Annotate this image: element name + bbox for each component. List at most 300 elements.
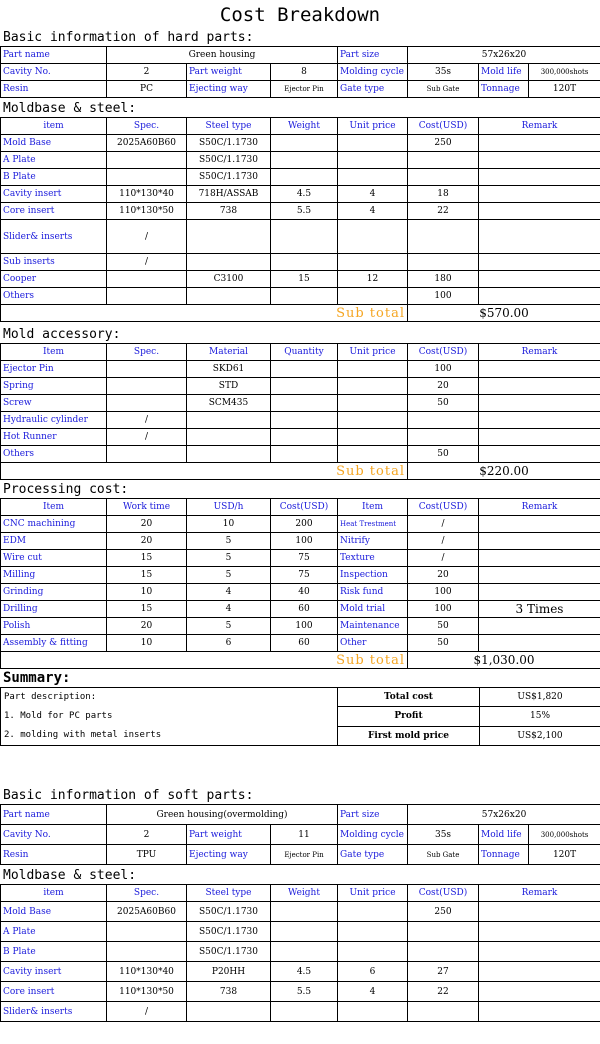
- hard-accessory-cell: [338, 446, 408, 463]
- hard-moldbase-cell: [338, 135, 408, 152]
- soft-moldbase-cell: 738: [187, 982, 271, 1002]
- hard-accessory-cell: [107, 395, 187, 412]
- soft-moldbase-cell: [408, 942, 479, 962]
- label-molding-cycle: Molding cycle: [338, 64, 408, 81]
- soft-info-table: [0, 804, 600, 865]
- hard-moldbase-cell: S50C/1.1730: [187, 169, 271, 186]
- soft-moldbase-cell: [479, 902, 600, 922]
- soft-moldbase-cell: /: [107, 1002, 187, 1022]
- soft-label-cavity: Cavity No.: [1, 825, 107, 845]
- soft-moldbase-cell: [338, 902, 408, 922]
- hard-moldbase-cell: C3100: [187, 271, 271, 288]
- hard-processing-cell: 50: [408, 635, 479, 652]
- hard-accessory-cell: [408, 429, 479, 446]
- hard-accessory-cell: Ejector Pin: [1, 361, 107, 378]
- hard-accessory-header-cell: Unit price: [338, 344, 408, 361]
- soft-moldbase-header-cell: Unit price: [338, 885, 408, 902]
- hard-processing-cell: Maintenance: [338, 618, 408, 635]
- soft-moldbase-row: [1, 942, 600, 962]
- hard-accessory-cell: [338, 429, 408, 446]
- hard-processing-cell: 6: [187, 635, 271, 652]
- hard-processing-cell: Risk fund: [338, 584, 408, 601]
- hard-processing-cell: /: [408, 516, 479, 533]
- soft-moldbase-cell: 27: [408, 962, 479, 982]
- hard-moldbase-cell: /: [107, 220, 187, 254]
- hard-processing-cell: /: [408, 533, 479, 550]
- hard-processing-header-cell: Item: [338, 499, 408, 516]
- hard-processing-subtotal-label: Sub total: [1, 652, 408, 669]
- hard-processing-cell: EDM: [1, 533, 107, 550]
- hard-processing-row: [1, 533, 600, 550]
- hard-moldbase-cell: [408, 254, 479, 271]
- hard-accessory-header-row: [1, 344, 600, 361]
- label-gate: Gate type: [338, 81, 408, 98]
- hard-accessory-row: [1, 429, 600, 446]
- hard-accessory-cell: STD: [187, 378, 271, 395]
- hard-moldbase-cell: [107, 169, 187, 186]
- hard-moldbase-row: [1, 152, 600, 169]
- hard-processing-cell: 50: [408, 618, 479, 635]
- value-mold-life: 300,000shots: [529, 64, 600, 81]
- hard-accessory-cell: [479, 446, 600, 463]
- hard-moldbase-cell: [479, 135, 600, 152]
- hard-moldbase-row: [1, 135, 600, 152]
- hard-processing-cell: 5: [187, 550, 271, 567]
- hard-moldbase-cell: [271, 288, 338, 305]
- hard-processing-cell: 5: [187, 567, 271, 584]
- profit-label: Profit: [338, 707, 480, 726]
- soft-moldbase-cell: [271, 1002, 338, 1022]
- hard-accessory-cell: [338, 361, 408, 378]
- hard-processing-cell: 75: [271, 550, 338, 567]
- hard-accessory-cell: [479, 378, 600, 395]
- hard-accessory-cell: 50: [408, 446, 479, 463]
- soft-moldbase-cell: 22: [408, 982, 479, 1002]
- hard-moldbase-cell: Others: [1, 288, 107, 305]
- hard-moldbase-cell: [107, 271, 187, 288]
- value-part-size: 57x26x20: [408, 47, 600, 64]
- label-mold-life: Mold life: [479, 64, 529, 81]
- hard-processing-cell: 200: [271, 516, 338, 533]
- hard-processing-cell: Wire cut: [1, 550, 107, 567]
- hard-accessory-cell: [107, 361, 187, 378]
- hard-moldbase-cell: [187, 254, 271, 271]
- hard-moldbase-cell: [271, 254, 338, 271]
- soft-value-molding-cycle: 35s: [408, 825, 479, 845]
- hard-processing-cell: [479, 533, 600, 550]
- summary-title: Summary:: [3, 670, 71, 686]
- hard-accessory-cell: [271, 361, 338, 378]
- hard-moldbase-cell: [479, 271, 600, 288]
- hard-processing-cell: 100: [271, 533, 338, 550]
- hard-processing-cell: [479, 635, 600, 652]
- hard-processing-header-cell: Work time: [107, 499, 187, 516]
- soft-moldbase-cell: S50C/1.1730: [187, 902, 271, 922]
- soft-moldbase-cell: B Plate: [1, 942, 107, 962]
- soft-value-cavity: 2: [107, 825, 187, 845]
- hard-moldbase-cell: 4.5: [271, 186, 338, 203]
- hard-processing-cell: [479, 584, 600, 601]
- hard-moldbase-cell: [271, 152, 338, 169]
- value-part-name: Green housing: [107, 47, 338, 64]
- soft-value-part-size: 57x26x20: [408, 805, 600, 825]
- hard-moldbase-cell: [479, 169, 600, 186]
- hard-moldbase-subtotal-label: Sub total: [1, 305, 408, 322]
- hard-moldbase-cell: 22: [408, 203, 479, 220]
- hard-moldbase-cell: [479, 152, 600, 169]
- value-tonnage: 120T: [529, 81, 600, 98]
- soft-value-part-weight: 11: [271, 825, 338, 845]
- hard-moldbase-row: [1, 203, 600, 220]
- hard-processing-cell: 3 Times: [479, 601, 600, 618]
- hard-accessory-row: [1, 446, 600, 463]
- hard-processing-subtotal-value: $1,030.00: [408, 652, 600, 669]
- hard-moldbase-cell: [338, 288, 408, 305]
- hard-accessory-cell: [271, 446, 338, 463]
- soft-moldbase-cell: 4: [338, 982, 408, 1002]
- hard-moldbase-header-cell: Remark: [479, 118, 600, 135]
- soft-label-ejecting: Ejecting way: [187, 845, 271, 865]
- soft-moldbase-cell: S50C/1.1730: [187, 942, 271, 962]
- label-resin: Resin: [1, 81, 107, 98]
- soft-moldbase-cell: 4.5: [271, 962, 338, 982]
- soft-moldbase-header-cell: Spec.: [107, 885, 187, 902]
- hard-accessory-header-cell: Item: [1, 344, 107, 361]
- hard-accessory-cell: [271, 429, 338, 446]
- soft-moldbase-cell: Core insert: [1, 982, 107, 1002]
- soft-moldbase-header-row: [1, 885, 600, 902]
- hard-moldbase-cell: 718H/ASSAB: [187, 186, 271, 203]
- hard-accessory-subtotal-value: $220.00: [408, 463, 600, 480]
- hard-processing-cell: 5: [187, 533, 271, 550]
- hard-moldbase-title: Moldbase & steel:: [3, 101, 137, 116]
- hard-info-title: Basic information of hard parts:: [3, 30, 254, 45]
- hard-moldbase-cell: Core insert: [1, 203, 107, 220]
- hard-accessory-subtotal-row: [1, 463, 600, 480]
- soft-label-part-weight: Part weight: [187, 825, 271, 845]
- hard-processing-cell: 4: [187, 584, 271, 601]
- hard-processing-cell: Texture: [338, 550, 408, 567]
- hard-moldbase-cell: 12: [338, 271, 408, 288]
- hard-processing-table: [0, 498, 600, 669]
- hard-moldbase-header-cell: Unit price: [338, 118, 408, 135]
- soft-moldbase-cell: [479, 942, 600, 962]
- hard-moldbase-cell: [187, 288, 271, 305]
- soft-value-resin: TPU: [107, 845, 187, 865]
- hard-accessory-cell: SKD61: [187, 361, 271, 378]
- hard-processing-cell: Inspection: [338, 567, 408, 584]
- hard-processing-cell: 10: [107, 584, 187, 601]
- hard-moldbase-cell: Cavity insert: [1, 186, 107, 203]
- soft-moldbase-cell: [271, 942, 338, 962]
- hard-processing-cell: Drilling: [1, 601, 107, 618]
- hard-moldbase-row: [1, 254, 600, 271]
- hard-processing-row: [1, 635, 600, 652]
- value-part-weight: 8: [271, 64, 338, 81]
- hard-processing-cell: Polish: [1, 618, 107, 635]
- soft-moldbase-cell: 110*130*40: [107, 962, 187, 982]
- part-description-line-2: 2. molding with metal inserts: [4, 730, 162, 740]
- hard-moldbase-cell: [479, 186, 600, 203]
- part-description-line-1: 1. Mold for PC parts: [4, 711, 113, 721]
- label-cavity: Cavity No.: [1, 64, 107, 81]
- hard-processing-header-cell: Remark: [479, 499, 600, 516]
- hard-processing-cell: [479, 567, 600, 584]
- soft-moldbase-cell: [408, 922, 479, 942]
- hard-moldbase-cell: [338, 169, 408, 186]
- hard-accessory-header-cell: Quantity: [271, 344, 338, 361]
- soft-moldbase-cell: [338, 922, 408, 942]
- hard-accessory-row: [1, 378, 600, 395]
- hard-processing-cell: [479, 550, 600, 567]
- label-part-size: Part size: [338, 47, 408, 64]
- soft-label-resin: Resin: [1, 845, 107, 865]
- soft-moldbase-cell: [338, 942, 408, 962]
- hard-moldbase-cell: 250: [408, 135, 479, 152]
- hard-moldbase-cell: [107, 288, 187, 305]
- soft-moldbase-header-cell: Weight: [271, 885, 338, 902]
- hard-accessory-cell: 20: [408, 378, 479, 395]
- hard-accessory-cell: [338, 378, 408, 395]
- hard-processing-header-row: [1, 499, 600, 516]
- soft-moldbase-row: [1, 1002, 600, 1022]
- hard-moldbase-cell: [187, 220, 271, 254]
- hard-moldbase-cell: [479, 254, 600, 271]
- hard-accessory-cell: [271, 412, 338, 429]
- hard-moldbase-cell: Sub inserts: [1, 254, 107, 271]
- soft-moldbase-cell: [271, 922, 338, 942]
- hard-moldbase-cell: [271, 135, 338, 152]
- hard-accessory-title: Mold accessory:: [3, 327, 121, 342]
- hard-accessory-cell: [187, 446, 271, 463]
- hard-processing-cell: 10: [107, 635, 187, 652]
- hard-moldbase-cell: [338, 254, 408, 271]
- hard-processing-cell: 5: [187, 618, 271, 635]
- hard-processing-row: [1, 601, 600, 618]
- hard-moldbase-cell: Cooper: [1, 271, 107, 288]
- hard-processing-cell: 100: [271, 618, 338, 635]
- hard-moldbase-cell: 180: [408, 271, 479, 288]
- hard-moldbase-cell: [271, 220, 338, 254]
- hard-processing-cell: 4: [187, 601, 271, 618]
- label-ejecting: Ejecting way: [187, 81, 271, 98]
- total-cost-value: US$1,820: [480, 688, 600, 707]
- hard-accessory-cell: [479, 361, 600, 378]
- soft-moldbase-cell: [338, 1002, 408, 1022]
- label-part-name: Part name: [1, 47, 107, 64]
- hard-moldbase-table: [0, 117, 600, 322]
- soft-value-tonnage: 120T: [529, 845, 600, 865]
- hard-moldbase-header-cell: Steel type: [187, 118, 271, 135]
- hard-accessory-cell: [187, 429, 271, 446]
- hard-processing-cell: 15: [107, 550, 187, 567]
- hard-moldbase-cell: 15: [271, 271, 338, 288]
- soft-moldbase-cell: 110*130*50: [107, 982, 187, 1002]
- soft-moldbase-title: Moldbase & steel:: [3, 868, 137, 883]
- hard-moldbase-cell: S50C/1.1730: [187, 152, 271, 169]
- soft-moldbase-header-cell: Remark: [479, 885, 600, 902]
- label-part-weight: Part weight: [187, 64, 271, 81]
- value-cavity: 2: [107, 64, 187, 81]
- hard-processing-cell: 100: [408, 584, 479, 601]
- label-tonnage: Tonnage: [479, 81, 529, 98]
- hard-processing-cell: /: [408, 550, 479, 567]
- hard-processing-title: Processing cost:: [3, 482, 129, 497]
- hard-accessory-cell: [408, 412, 479, 429]
- soft-moldbase-cell: P20HH: [187, 962, 271, 982]
- hard-moldbase-cell: 5.5: [271, 203, 338, 220]
- hard-processing-header-cell: Cost(USD): [408, 499, 479, 516]
- hard-moldbase-cell: 100: [408, 288, 479, 305]
- hard-moldbase-row: [1, 220, 600, 254]
- hard-moldbase-cell: [338, 220, 408, 254]
- value-molding-cycle: 35s: [408, 64, 479, 81]
- soft-moldbase-cell: Mold Base: [1, 902, 107, 922]
- hard-accessory-cell: [479, 429, 600, 446]
- hard-moldbase-header-cell: Cost(USD): [408, 118, 479, 135]
- hard-accessory-cell: [271, 395, 338, 412]
- hard-processing-cell: CNC machining: [1, 516, 107, 533]
- soft-label-gate: Gate type: [338, 845, 408, 865]
- hard-processing-cell: Other: [338, 635, 408, 652]
- hard-accessory-header-cell: Remark: [479, 344, 600, 361]
- soft-value-mold-life: 300,000shots: [529, 825, 600, 845]
- soft-value-ejecting: Ejector Pin: [271, 845, 338, 865]
- soft-moldbase-cell: Slider& inserts: [1, 1002, 107, 1022]
- hard-moldbase-cell: 2025A60B60: [107, 135, 187, 152]
- soft-info-title: Basic information of soft parts:: [3, 788, 254, 803]
- soft-moldbase-cell: 5.5: [271, 982, 338, 1002]
- hard-processing-cell: 20: [107, 618, 187, 635]
- hard-accessory-cell: [107, 378, 187, 395]
- hard-processing-cell: 100: [408, 601, 479, 618]
- hard-accessory-header-cell: Material: [187, 344, 271, 361]
- soft-moldbase-cell: A Plate: [1, 922, 107, 942]
- hard-accessory-cell: SCM435: [187, 395, 271, 412]
- hard-accessory-cell: 100: [408, 361, 479, 378]
- hard-processing-cell: 60: [271, 635, 338, 652]
- soft-moldbase-cell: [479, 982, 600, 1002]
- total-cost-label: Total cost: [338, 688, 480, 707]
- hard-moldbase-cell: 4: [338, 203, 408, 220]
- hard-moldbase-cell: [479, 288, 600, 305]
- summary-table: [0, 687, 600, 746]
- hard-accessory-cell: [187, 412, 271, 429]
- hard-accessory-cell: /: [107, 412, 187, 429]
- hard-moldbase-cell: 110*130*40: [107, 186, 187, 203]
- hard-processing-row: [1, 516, 600, 533]
- hard-moldbase-cell: Mold Base: [1, 135, 107, 152]
- soft-moldbase-cell: [479, 962, 600, 982]
- hard-processing-row: [1, 567, 600, 584]
- hard-moldbase-cell: [107, 152, 187, 169]
- hard-moldbase-row: [1, 288, 600, 305]
- hard-moldbase-header-cell: Weight: [271, 118, 338, 135]
- hard-processing-cell: 10: [187, 516, 271, 533]
- hard-processing-cell: [479, 618, 600, 635]
- hard-accessory-table: [0, 343, 600, 480]
- soft-moldbase-cell: [479, 922, 600, 942]
- profit-value: 15%: [480, 707, 600, 726]
- hard-processing-cell: Nitrify: [338, 533, 408, 550]
- soft-moldbase-cell: [107, 922, 187, 942]
- hard-accessory-cell: Spring: [1, 378, 107, 395]
- soft-label-part-name: Part name: [1, 805, 107, 825]
- hard-moldbase-cell: B Plate: [1, 169, 107, 186]
- hard-moldbase-row: [1, 186, 600, 203]
- hard-processing-cell: 60: [271, 601, 338, 618]
- hard-moldbase-subtotal-value: $570.00: [408, 305, 600, 322]
- hard-processing-header-cell: Item: [1, 499, 107, 516]
- soft-label-molding-cycle: Molding cycle: [338, 825, 408, 845]
- soft-moldbase-cell: [479, 1002, 600, 1022]
- soft-label-tonnage: Tonnage: [479, 845, 529, 865]
- soft-moldbase-row: [1, 982, 600, 1002]
- hard-moldbase-header-cell: item: [1, 118, 107, 135]
- soft-moldbase-cell: [187, 1002, 271, 1022]
- soft-moldbase-header-cell: Steel type: [187, 885, 271, 902]
- hard-processing-header-cell: USD/h: [187, 499, 271, 516]
- hard-moldbase-header-cell: Spec.: [107, 118, 187, 135]
- hard-moldbase-subtotal-row: [1, 305, 600, 322]
- hard-moldbase-row: [1, 169, 600, 186]
- page-title: Cost Breakdown: [219, 4, 381, 26]
- soft-label-part-size: Part size: [338, 805, 408, 825]
- soft-value-gate: Sub Gate: [408, 845, 479, 865]
- hard-accessory-row: [1, 412, 600, 429]
- soft-moldbase-cell: Cavity insert: [1, 962, 107, 982]
- hard-moldbase-header-row: [1, 118, 600, 135]
- soft-moldbase-cell: 250: [408, 902, 479, 922]
- hard-accessory-cell: Hydraulic cylinder: [1, 412, 107, 429]
- hard-accessory-cell: Hot Runner: [1, 429, 107, 446]
- soft-moldbase-cell: [107, 942, 187, 962]
- hard-processing-row: [1, 550, 600, 567]
- soft-moldbase-cell: [408, 1002, 479, 1022]
- first-mold-price-label: First mold price: [338, 726, 480, 745]
- hard-processing-cell: Assembly & fitting: [1, 635, 107, 652]
- hard-processing-cell: 15: [107, 601, 187, 618]
- hard-processing-cell: 40: [271, 584, 338, 601]
- hard-moldbase-cell: [408, 152, 479, 169]
- hard-processing-cell: 20: [408, 567, 479, 584]
- hard-processing-cell: [479, 516, 600, 533]
- hard-moldbase-cell: 738: [187, 203, 271, 220]
- hard-accessory-cell: 50: [408, 395, 479, 412]
- hard-moldbase-cell: [479, 203, 600, 220]
- hard-moldbase-cell: A Plate: [1, 152, 107, 169]
- soft-moldbase-table: [0, 884, 600, 1022]
- hard-accessory-subtotal-label: Sub total: [1, 463, 408, 480]
- hard-moldbase-cell: Slider& inserts: [1, 220, 107, 254]
- hard-moldbase-cell: 18: [408, 186, 479, 203]
- hard-processing-cell: 20: [107, 516, 187, 533]
- hard-moldbase-cell: [271, 169, 338, 186]
- hard-processing-header-cell: Cost(USD): [271, 499, 338, 516]
- soft-moldbase-cell: S50C/1.1730: [187, 922, 271, 942]
- hard-processing-cell: Grinding: [1, 584, 107, 601]
- soft-value-part-name: Green housing(overmolding): [107, 805, 338, 825]
- hard-processing-subtotal-row: [1, 652, 600, 669]
- hard-moldbase-cell: 4: [338, 186, 408, 203]
- hard-processing-row: [1, 584, 600, 601]
- hard-accessory-header-cell: Cost(USD): [408, 344, 479, 361]
- value-resin: PC: [107, 81, 187, 98]
- hard-accessory-cell: Others: [1, 446, 107, 463]
- soft-label-mold-life: Mold life: [479, 825, 529, 845]
- value-ejecting: Ejector Pin: [271, 81, 338, 98]
- hard-accessory-row: [1, 361, 600, 378]
